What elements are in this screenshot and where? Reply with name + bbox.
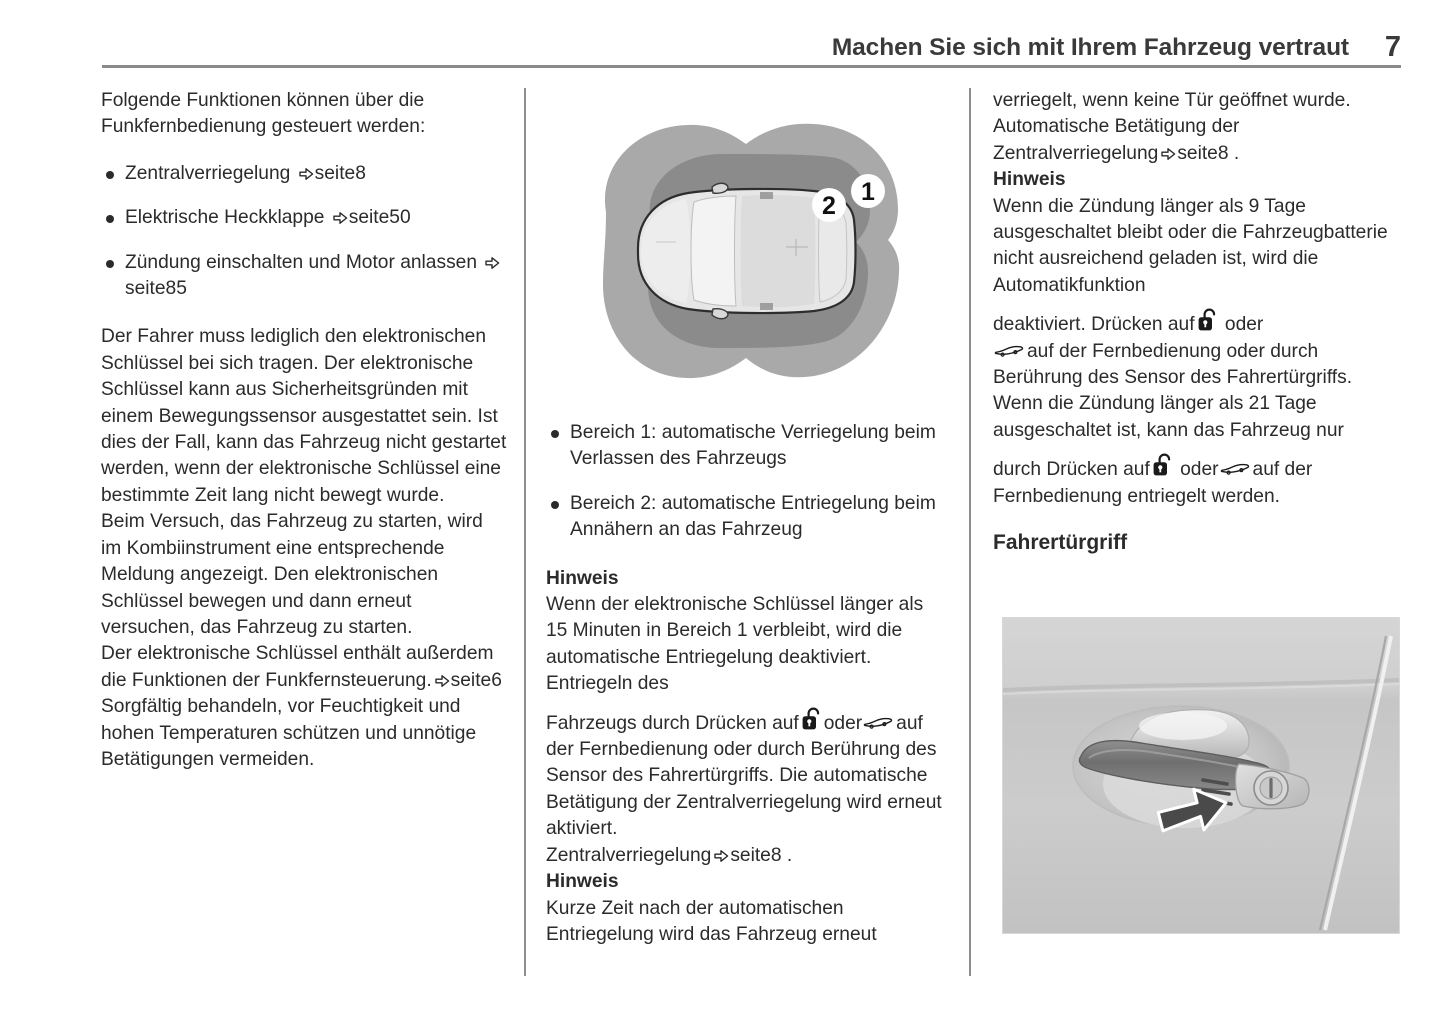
note-paragraph-1: Wenn die Zündung länger als 9 Tage ausgeschaltet bleibt oder die Fahrzeugbatterie nicht ausreichend geladen ist, wird die Automatikfunktion [993,195,1388,296]
column-left [101,88,507,773]
list-item: Bereich 2: automatische Entriegelung beim Annähern an das Fahrzeug [546,491,946,544]
note-2-text-c: auf der Fernbedienung oder durch Berührung des Sensor des Fahrertürgriffs. [993,340,1353,389]
list-item-label: Elektrische Heckklappe [125,207,325,229]
note-2-text-c: auf der Fernbedienung oder durch Berührung des Sensor des Fahrertürgriffs. Die automatische Betätigung der Zentralverriegelung wird erneut aktiviert. [546,712,942,840]
page-number: 7 [1384,31,1401,63]
hinweis-label: Hinweis [993,169,1066,191]
body-paragraph-2: Beim Versuch, das Fahrzeug zu starten, wird im Kombiinstrument eine entsprechende Meldung angezeigt. Den elektronischen Schlüssel bewegen und dann erneut versuchen, das Fahrzeug zu starten. [101,511,483,638]
cont-paragraph-2 [993,114,1403,167]
list-item-label: Zündung einschalten und Motor anlassen [125,251,478,273]
column-right [993,88,1403,557]
list-item [101,205,507,231]
unlock-icon [801,707,822,732]
body-paragraph-3-xref[interactable]: seite6 [450,669,502,691]
zone-label-2 [812,188,846,222]
body-paragraph-4: Sorgfältig behandeln, vor Feuchtigkeit und hohen Temperaturen schützen und unnötige Betätigungen vermeiden. [101,696,477,770]
svg-text:2: 2 [822,192,836,220]
right-arrow-icon [299,167,314,181]
hinweis-heading-2 [546,869,946,895]
note-paragraph-4 [993,456,1403,510]
right-arrow-icon [714,849,729,863]
list-item-xref[interactable]: seite8 [314,162,366,184]
right-arrow-icon [485,256,500,270]
cont-2-post: . [1233,142,1240,164]
cont-2-xref[interactable]: seite8 [1177,142,1229,164]
note-2-text-a: deaktiviert. Drücken auf [993,314,1195,336]
note-paragraph-3: Wenn die Zündung länger als 21 Tage ausgeschaltet ist, kann das Fahrzeug nur [993,393,1344,441]
body-paragraph-1: Der Fahrer muss lediglich den elektronischen Schlüssel bei sich tragen. Der elektronische Schlüssel kann aus Sicherheitsgründen mit einem Bewegungssensor ausgestattet sein. Ist dies der Fall, kann das Fahrzeug nicht gestartet werden, wenn der elektronische Schlüssel eine bestimmte Zeit lang nicht bewegt wurde. [101,326,507,506]
car-tailgate-icon [994,344,1024,358]
list-item-xref[interactable]: seite85 [125,278,187,300]
list-item [101,161,507,187]
column-divider-left [524,88,526,976]
note-4-text-a: durch Drücken auf [993,459,1150,481]
note-4-text-b: oder [1180,459,1219,481]
note-4-text-c: auf der Fernbedienung entriegelt werden. [993,459,1313,507]
note-paragraph-3 [546,843,946,869]
note-paragraph-2 [546,710,946,843]
car-tailgate-icon [1220,462,1250,476]
note-paragraph-2 [993,311,1403,391]
unlock-icon [1152,453,1173,478]
driver-door-handle-photo [1002,617,1400,934]
page-header [102,31,1401,74]
hinweis-heading [993,167,1403,193]
hinweis-heading [546,566,946,592]
note-paragraph-4: Kurze Zeit nach der automatischen Entriegelung wird das Fahrzeug erneut [546,897,877,945]
zone-description-list [546,420,946,544]
unlock-icon [1197,308,1218,333]
note-3-post: . [786,844,793,866]
hinweis-label: Hinweis [546,567,619,589]
list-item: Bereich 1: automatische Verriegelung beim Verlassen des Fahrzeugs [546,420,946,473]
function-list [101,161,507,303]
note-paragraph-1: Wenn der elektronische Schlüssel länger als 15 Minuten in Bereich 1 verbleibt, wird die automatische Entriegelung deaktiviert. Entriegeln des [546,594,924,695]
note-2-text-b: oder [823,712,863,734]
body-paragraph-3 [101,641,507,694]
header-rule [102,65,1401,68]
list-item [101,250,507,303]
column-divider-right [969,88,971,976]
svg-text:1: 1 [861,178,875,206]
note-2-text-b: oder [1224,314,1264,336]
list-item-label: Zentralverriegelung [125,162,291,184]
list-item-xref[interactable]: seite50 [348,207,411,229]
cont-2-text: Automatische Betätigung der Zentralverriegelung [993,116,1240,164]
intro-paragraph: Folgende Funktionen können über die Funkfernbedienung gesteuert werden: [101,90,426,138]
zone-label-1 [851,174,885,208]
keyless-entry-zones-diagram [546,92,946,410]
cont-paragraph-1: verriegelt, wenn keine Tür geöffnet wurde. [993,90,1351,111]
note-2-text-a: Fahrzeugs durch Drücken auf [546,712,799,734]
hinweis-label: Hinweis [546,871,619,893]
page-title: Machen Sie sich mit Ihrem Fahrzeug vertraut [831,34,1349,61]
column-middle [546,420,946,948]
note-3-xref[interactable]: seite8 [730,844,782,866]
body-paragraph-3-text: Der elektronische Schlüssel enthält außerdem die Funktionen der Funkfernsteuerung. [101,643,494,691]
section-heading: Fahrertürgriff [993,531,1128,555]
note-3-text: Zentralverriegelung [546,844,712,866]
right-arrow-icon [435,674,450,688]
right-arrow-icon [1161,147,1176,161]
right-arrow-icon [333,211,348,225]
car-tailgate-icon [863,716,893,730]
